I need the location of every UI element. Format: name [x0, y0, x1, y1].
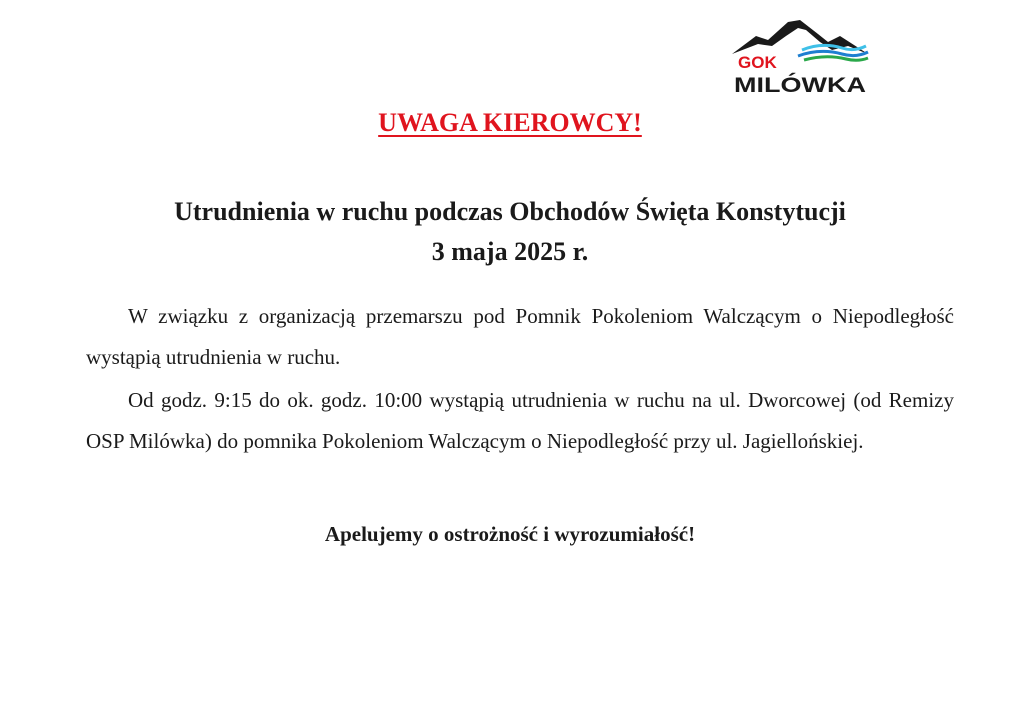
paragraph-1: W związku z organizacją przemarszu pod Pomnik Pokoleniom Walczącym o Niepodległość wystąpią utrudnienia w ruchu. — [86, 304, 954, 369]
closing-appeal: Apelujemy o ostrożność i wyrozumiałość! — [324, 522, 696, 546]
title-line-2: 3 maja 2025 r. — [431, 237, 589, 266]
warning-heading: UWAGA KIEROWCY! — [378, 108, 642, 137]
wave-green-icon — [804, 57, 868, 61]
wave-blue-icon — [798, 51, 868, 56]
announcement-body — [86, 296, 954, 462]
announcement-title — [0, 192, 1020, 272]
paragraph-2: Od godz. 9:15 do ok. godz. 10:00 wystąpią utrudnienia w ruchu na ul. Dworcowej (od Remizy OSP Milówka) do pomnika Pokoleniom Walczącym o Niepodległość przy ul. Jagiellońskiej. — [86, 388, 954, 453]
logo-milowka-text: MILÓWKA — [734, 74, 837, 97]
title-line-1: Utrudnienia w ruchu podczas Obchodów Święta Konstytucji — [174, 197, 846, 226]
logo-gok-text: GOK — [738, 53, 777, 72]
logo-graphic — [728, 16, 872, 98]
gok-milowka-logo — [728, 16, 872, 98]
